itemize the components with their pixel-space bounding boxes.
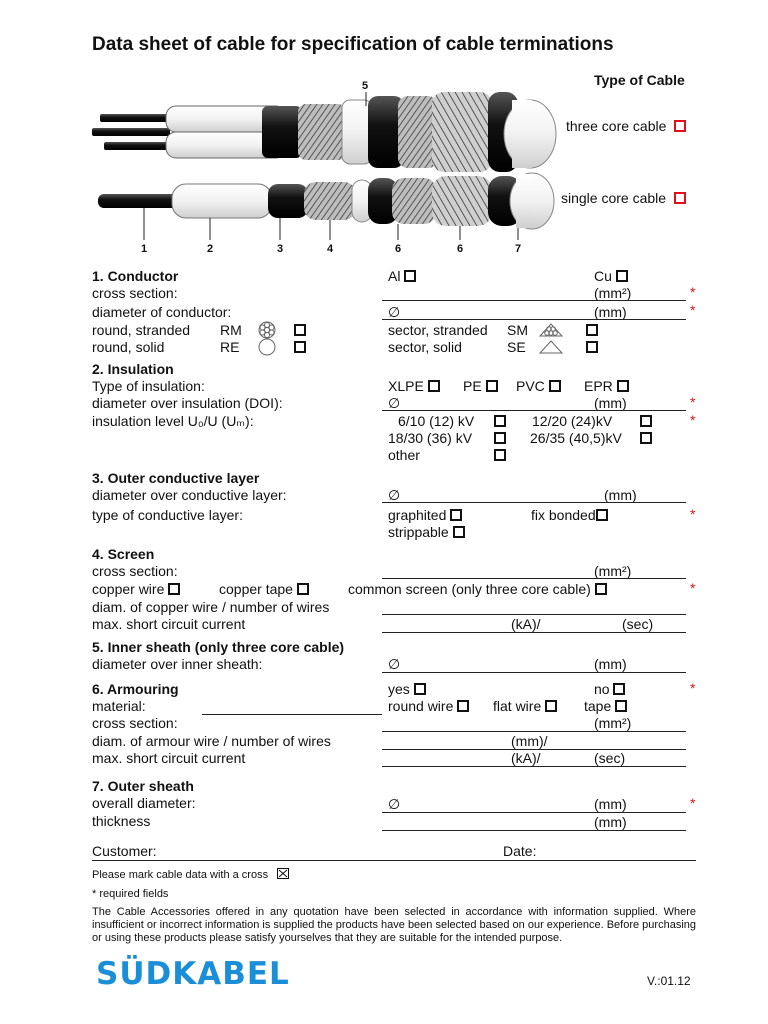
conductive-type-label: type of conductive layer:: [92, 507, 243, 523]
armour-no-checkbox[interactable]: [613, 683, 625, 695]
thickness-field[interactable]: [382, 830, 686, 831]
armour-short-circuit-field[interactable]: [382, 766, 686, 767]
cu-option[interactable]: [594, 268, 628, 284]
sudkabel-logo: SÜDKABEL: [96, 956, 290, 992]
screen-ka-unit: (kA)/: [511, 616, 541, 632]
inner-sheath-label: diameter over inner sheath:: [92, 656, 263, 672]
outer-sheath-heading: 7. Outer sheath: [92, 778, 194, 794]
flat-wire-checkbox[interactable]: [545, 700, 557, 712]
strippable-label: strippable: [388, 524, 449, 540]
round-wire-checkbox[interactable]: [457, 700, 469, 712]
level-6-10-label: 6/10 (12) kV: [398, 413, 475, 429]
cross-section-unit: (mm²): [594, 285, 632, 301]
armour-wire-diam-label: diam. of armour wire / number of wires: [92, 733, 331, 749]
pe-checkbox[interactable]: [486, 380, 498, 392]
tape-label: tape: [584, 698, 612, 714]
figure-label-6a: 6: [395, 243, 402, 255]
pvc-option[interactable]: [516, 378, 561, 394]
epr-option[interactable]: [584, 378, 629, 394]
graphited-option[interactable]: [388, 507, 462, 523]
level-18-30-label: 18/30 (36) kV: [388, 430, 473, 446]
conductor-heading: 1. Conductor: [92, 268, 179, 284]
disclaimer: The Cable Accessories offered in any quotation have been selected in accordance with information supplied. Where insufficient or incorrect information is supplied the products have been selected based on our experience. Before purchasing or using these products please satisfy yourselves that they are suitable for the intended purpose.: [92, 906, 696, 944]
overall-diameter-label: overall diameter:: [92, 795, 196, 811]
level-18-30-checkbox[interactable]: [494, 432, 506, 444]
tape-checkbox[interactable]: [615, 700, 627, 712]
inner-sheath-field[interactable]: [382, 672, 686, 673]
graphited-label: graphited: [388, 507, 447, 523]
figure-label-1: 1: [141, 243, 148, 255]
required-marker: *: [690, 412, 696, 428]
pe-label: PE: [463, 378, 482, 394]
cable-illustration: [92, 76, 562, 262]
sector-stranded-icon: [538, 322, 564, 338]
round-wire-option[interactable]: [388, 698, 469, 714]
insulation-level-label: insulation level U₀/U (Uₘ):: [92, 413, 254, 429]
figure-label-5: 5: [362, 80, 369, 92]
page-title: Data sheet of cable for specification of cable terminations: [92, 34, 614, 55]
diameter-field[interactable]: [382, 319, 686, 320]
screen-wire-diam-label: diam. of copper wire / number of wires: [92, 599, 330, 615]
level-26-35-option[interactable]: [530, 430, 622, 446]
crossed-box-icon: [277, 868, 289, 879]
flat-wire-label: flat wire: [493, 698, 542, 714]
outer-layer-unit: (mm): [604, 487, 637, 503]
screen-wire-diam-field[interactable]: [382, 614, 686, 615]
required-marker: *: [690, 795, 696, 811]
screen-cross-label: cross section:: [92, 563, 178, 579]
armour-cross-field[interactable]: [382, 731, 686, 732]
diameter-unit: (mm): [594, 304, 627, 320]
thickness-label: thickness: [92, 813, 151, 829]
required-marker: *: [690, 394, 696, 410]
xlpe-label: XLPE: [388, 378, 424, 394]
cu-checkbox[interactable]: [616, 270, 628, 282]
inner-sheath-symbol: ∅: [388, 656, 401, 672]
armour-mm-unit: (mm)/: [511, 733, 548, 749]
round-stranded-icon: [257, 321, 277, 339]
doi-unit: (mm): [594, 395, 627, 411]
customer-label: Customer:: [92, 843, 157, 859]
figure-label-3: 3: [277, 243, 284, 255]
armour-short-circuit-label: max. short circuit current: [92, 750, 246, 766]
armour-cross-unit: (mm²): [594, 715, 632, 731]
mark-note-text: Please mark cable data with a cross: [92, 869, 269, 881]
diameter-symbol: ∅: [388, 304, 401, 320]
re-code: RE: [220, 339, 240, 355]
copper-tape-label: copper tape: [219, 581, 293, 597]
outer-layer-heading: 3. Outer conductive layer: [92, 470, 260, 486]
strippable-checkbox[interactable]: [453, 526, 465, 538]
thickness-unit: (mm): [594, 814, 627, 830]
figure-label-7: 7: [515, 243, 522, 255]
common-screen-checkbox[interactable]: [595, 583, 607, 595]
copper-tape-option[interactable]: [219, 581, 309, 597]
mark-note: [92, 868, 289, 882]
type-of-cable-heading: Type of Cable: [594, 72, 685, 88]
outer-layer-diameter-label: diameter over conductive layer:: [92, 487, 287, 503]
overall-diameter-unit: (mm): [594, 796, 627, 812]
xlpe-checkbox[interactable]: [428, 380, 440, 392]
se-checkbox[interactable]: [586, 341, 598, 353]
outer-layer-diameter-field[interactable]: [382, 502, 686, 503]
fix-bonded-option[interactable]: [531, 507, 608, 523]
al-label: Al: [388, 268, 401, 284]
other-checkbox[interactable]: [494, 449, 506, 461]
armour-ka-unit: (kA)/: [511, 750, 541, 766]
level-12-20-label: 12/20 (24)kV: [532, 413, 613, 429]
level-6-10-checkbox[interactable]: [494, 415, 506, 427]
other-label: other: [388, 447, 420, 463]
copper-tape-checkbox[interactable]: [297, 583, 309, 595]
common-screen-label: common screen (only three core cable): [348, 581, 591, 597]
rm-checkbox[interactable]: [294, 324, 306, 336]
flat-wire-option[interactable]: [493, 698, 557, 714]
round-solid-label: round, solid: [92, 339, 165, 355]
screen-short-circuit-label: max. short circuit current: [92, 616, 246, 632]
overall-diameter-field[interactable]: [382, 812, 686, 813]
armouring-heading: 6. Armouring: [92, 681, 179, 697]
se-code: SE: [507, 339, 526, 355]
graphited-checkbox[interactable]: [450, 509, 462, 521]
sector-stranded-label: sector, stranded: [388, 322, 488, 338]
customer-date-field[interactable]: [92, 860, 696, 861]
level-18-30-option[interactable]: [388, 430, 472, 446]
cu-label: Cu: [594, 268, 612, 284]
screen-cross-unit: (mm²): [594, 563, 632, 579]
armour-material-field[interactable]: [202, 714, 382, 715]
epr-label: EPR: [584, 378, 613, 394]
required-marker: *: [690, 680, 696, 696]
pvc-label: PVC: [516, 378, 545, 394]
round-wire-label: round wire: [388, 698, 454, 714]
figure-label-2: 2: [207, 243, 214, 255]
level-12-20-checkbox[interactable]: [640, 415, 652, 427]
single-core-option[interactable]: [561, 190, 686, 206]
required-marker: *: [690, 580, 696, 596]
fix-bonded-checkbox[interactable]: [596, 509, 608, 521]
three-core-option[interactable]: [566, 118, 686, 134]
doi-label: diameter over insulation (DOI):: [92, 395, 283, 411]
copper-wire-option[interactable]: [92, 581, 180, 597]
xlpe-option[interactable]: [388, 378, 440, 394]
required-marker: *: [690, 506, 696, 522]
level-12-20-option[interactable]: [532, 413, 612, 429]
required-marker: *: [690, 302, 696, 318]
single-core-label: single core cable: [561, 190, 667, 206]
single-core-checkbox[interactable]: [674, 192, 686, 204]
date-label: Date:: [503, 843, 537, 859]
doi-symbol: ∅: [388, 395, 401, 411]
overall-diameter-symbol: ∅: [388, 796, 401, 812]
armour-no-option[interactable]: [594, 681, 625, 697]
sm-checkbox[interactable]: [586, 324, 598, 336]
common-screen-option[interactable]: [348, 581, 607, 597]
required-marker: *: [690, 284, 696, 300]
al-option[interactable]: [388, 268, 416, 284]
level-26-35-checkbox[interactable]: [640, 432, 652, 444]
sm-code: SM: [507, 322, 528, 338]
copper-wire-label: copper wire: [92, 581, 165, 597]
rm-code: RM: [220, 322, 242, 338]
level-26-35-label: 26/35 (40,5)kV: [530, 430, 622, 446]
required-fields-note: * required fields: [92, 888, 169, 900]
strippable-option[interactable]: [388, 524, 465, 540]
version-label: V.:01.12: [647, 974, 691, 988]
armour-no-label: no: [594, 681, 610, 697]
pe-option[interactable]: [463, 378, 498, 394]
cross-section-field[interactable]: [382, 300, 686, 301]
cross-section-label: cross section:: [92, 285, 178, 301]
outer-layer-symbol: ∅: [388, 487, 401, 503]
re-checkbox[interactable]: [294, 341, 306, 353]
insulation-type-label: Type of insulation:: [92, 378, 205, 394]
armour-yes-label: yes: [388, 681, 410, 697]
armour-yes-option[interactable]: [388, 681, 426, 697]
copper-wire-checkbox[interactable]: [168, 583, 180, 595]
insulation-heading: 2. Insulation: [92, 361, 174, 377]
fix-bonded-label: fix bonded: [531, 507, 596, 523]
pvc-checkbox[interactable]: [549, 380, 561, 392]
figure-label-6b: 6: [457, 243, 464, 255]
doi-field[interactable]: [382, 410, 686, 411]
sector-solid-label: sector, solid: [388, 339, 462, 355]
level-6-10-option[interactable]: [398, 413, 474, 429]
screen-sec-unit: (sec): [622, 616, 654, 632]
round-stranded-label: round, stranded: [92, 322, 191, 338]
screen-heading: 4. Screen: [92, 546, 155, 562]
three-core-label: three core cable: [566, 118, 667, 134]
diameter-label: diameter of conductor:: [92, 304, 232, 320]
armour-cross-label: cross section:: [92, 715, 178, 731]
armour-yes-checkbox[interactable]: [414, 683, 426, 695]
tape-option[interactable]: [584, 698, 627, 714]
armour-material-label: material:: [92, 698, 146, 714]
screen-cross-field[interactable]: [382, 578, 686, 579]
screen-short-circuit-field[interactable]: [382, 632, 686, 633]
three-core-checkbox[interactable]: [674, 120, 686, 132]
al-checkbox[interactable]: [404, 270, 416, 282]
sector-solid-icon: [538, 339, 564, 355]
epr-checkbox[interactable]: [617, 380, 629, 392]
inner-sheath-unit: (mm): [594, 656, 627, 672]
figure-label-4: 4: [327, 243, 334, 255]
armour-sec-unit: (sec): [594, 750, 626, 766]
inner-sheath-heading: 5. Inner sheath (only three core cable): [92, 639, 345, 655]
round-solid-icon: [257, 338, 277, 356]
